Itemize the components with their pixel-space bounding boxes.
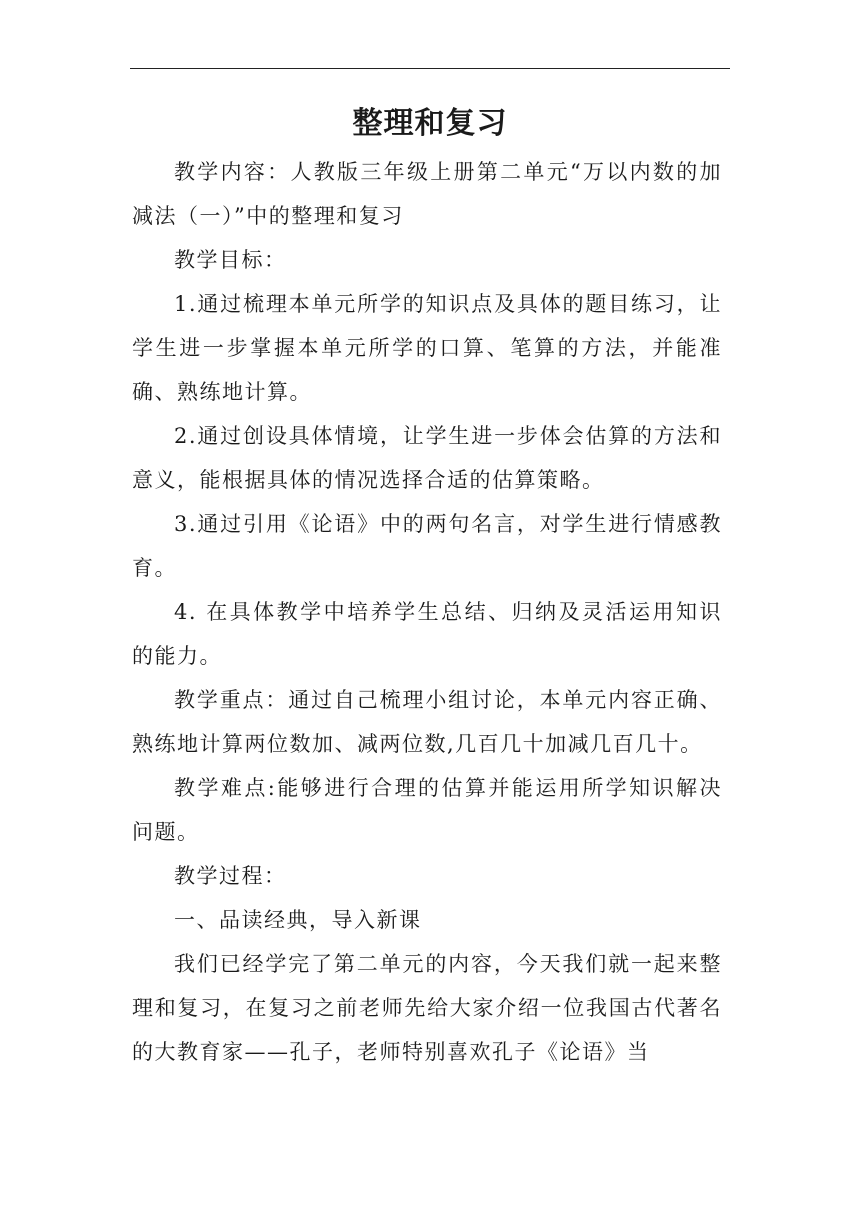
paragraph-section-1-heading: 一、品读经典，导入新课: [174, 908, 422, 932]
paragraph-difficulties: 教学难点:能够进行合理的估算并能运用所学知识解决问题。: [132, 776, 722, 844]
paragraph-goal-3: 3.通过引用《论语》中的两句名言，对学生进行情感教育。: [132, 512, 722, 580]
paragraph-process-heading: 教学过程：: [174, 864, 287, 888]
paragraph-goal-1: 1.通过梳理本单元所学的知识点及具体的题目练习，让学生进一步掌握本单元所学的口算、笔算的方法，并能准确、熟练地计算。: [132, 292, 722, 404]
document-title: 整理和复习: [352, 106, 508, 141]
paragraph-teaching-content: 教学内容：人教版三年级上册第二单元“万以内数的加减法（一）”中的整理和复习: [132, 160, 722, 228]
document-body: [132, 150, 722, 1074]
paragraph-teaching-goals-heading: 教学目标：: [174, 248, 287, 272]
header-rule: [130, 68, 730, 69]
paragraph-goal-2: 2.通过创设具体情境，让学生进一步体会估算的方法和意义，能根据具体的情况选择合适的估算策略。: [132, 424, 722, 492]
paragraph-goal-4: 4. 在具体教学中培养学生总结、归纳及灵活运用知识的能力。: [132, 600, 722, 668]
paragraph-intro-text: 我们已经学完了第二单元的内容，今天我们就一起来整理和复习，在复习之前老师先给大家介绍一位我国古代著名的大教育家——孔子，老师特别喜欢孔子《论语》当: [132, 952, 722, 1064]
paragraph-key-points: 教学重点：通过自己梳理小组讨论，本单元内容正确、熟练地计算两位数加、减两位数,几百几十加减几百几十。: [132, 688, 722, 756]
